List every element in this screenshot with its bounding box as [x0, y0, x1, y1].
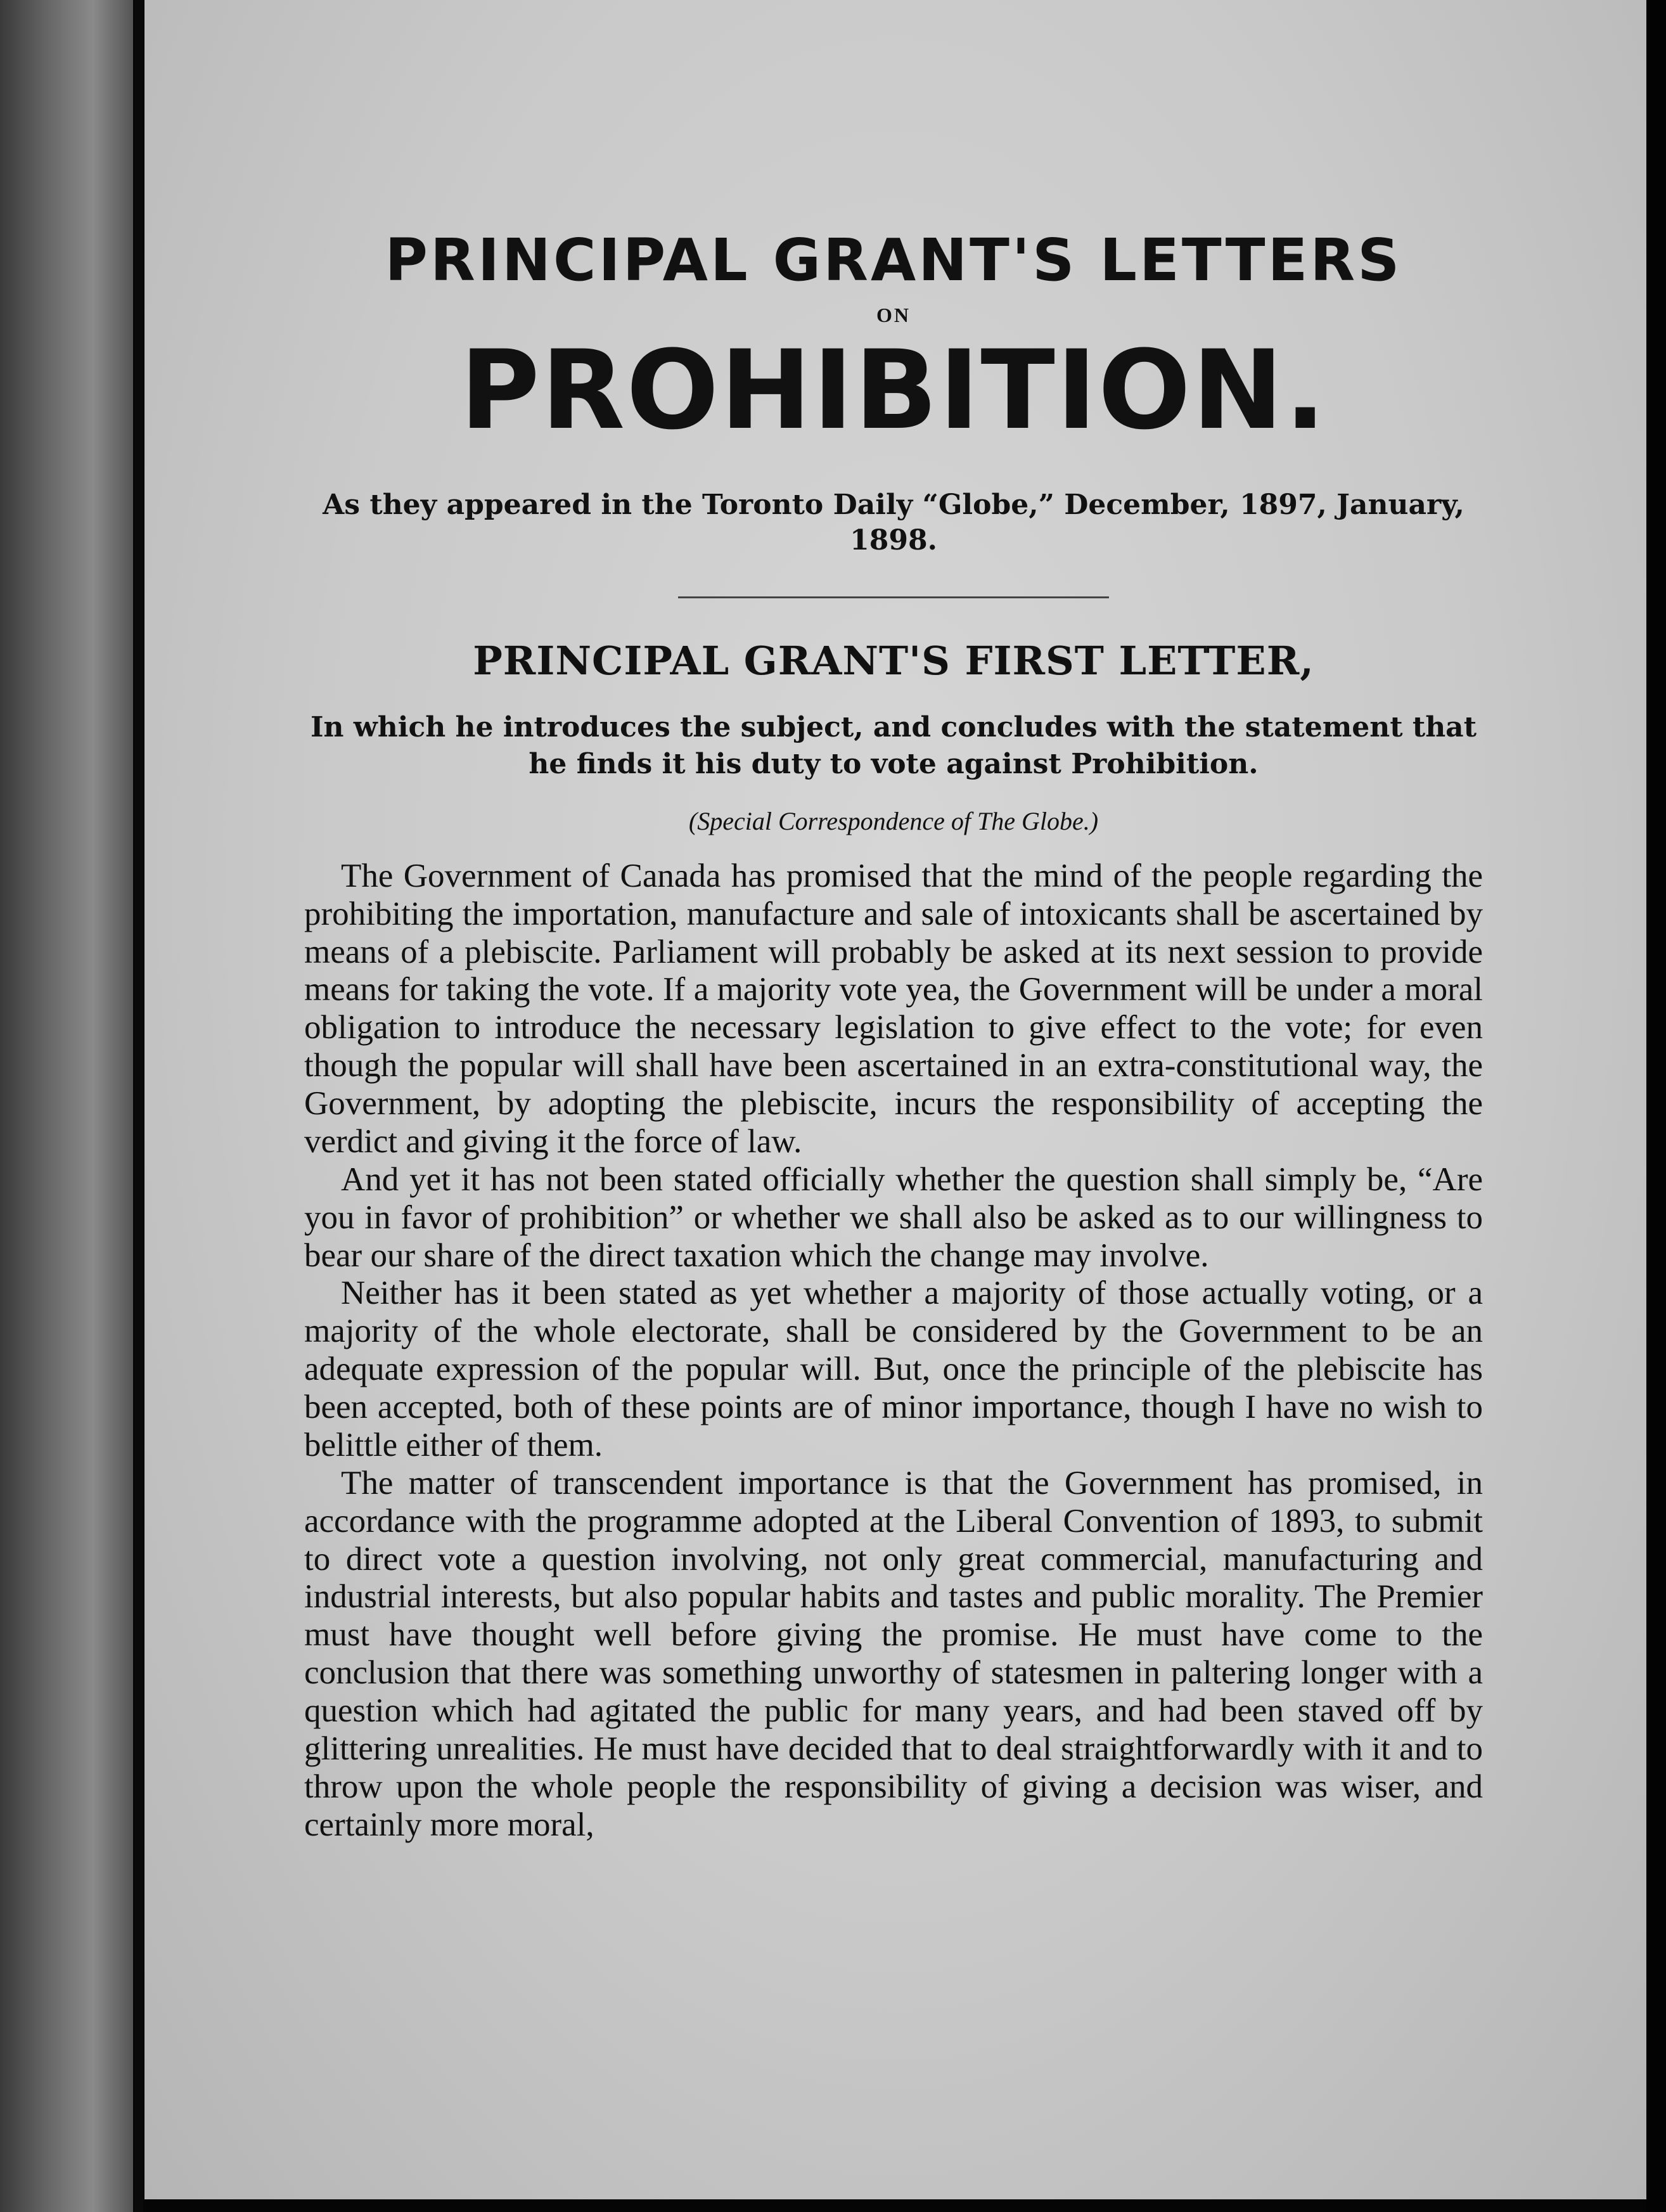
- body-paragraph: Neither has it been stated as yet whether a majority of those actually voting, or a majority of the whole electorate, shall be considered by the Government to be an adequate expression of the popular will. But, once the principle of the plebiscite has been accepted, both of these points are of minor importance, though I have no wish to belittle either of them.: [304, 1275, 1483, 1463]
- right-edge: [1646, 0, 1666, 2212]
- document-title: PRINCIPAL GRANT'S LETTERS: [385, 226, 1402, 294]
- document-text: [304, 228, 1483, 1844]
- body-paragraph: The Government of Canada has promised that the mind of the people regarding the prohibiting the importation, manufacture and sale of intoxicants shall be ascertained by means of a plebiscite. Parliament will probably be asked at its next session to provide means for taking the vote. If a majority vote yea, the Government will be under a moral obligation to introduce the necessary legislation to give effect to the vote; for even though the popular will shall have been ascertained in an extra-constitutional way, the Government, by adopting the plebiscite, incurs the responsibility of accepting the verdict and giving it the force of law.: [304, 857, 1483, 1160]
- left-margin-strip: [0, 0, 133, 2212]
- correspondence-note: (Special Correspondence of The Globe.): [688, 806, 1099, 835]
- title-connector: ON: [876, 304, 911, 327]
- binding-edge: [134, 0, 143, 2212]
- body-paragraph: The matter of transcendent importance is that the Government has promised, in accordance with the programme adopted at the Liberal Convention of 1893, to submit to direct vote a question involving, not only great commercial, manufacturing and industrial interests, but also popular habits and tastes and public morality. The Premier must have thought well before giving the promise. He must have come to the conclusion that there was something unworthy of statesmen in paltering longer with a question which had agitated the public for many years, and had been staved off by glittering unrealities. He must have decided that to deal straightforwardly with it and to throw upon the whole people the responsibility of giving a decision was wiser, and certainly more moral,: [304, 1464, 1483, 1843]
- letter-subtitle: In which he introduces the subject, and concludes with the statement that he finds it his duty to vote against Prohibition.: [310, 711, 1477, 780]
- body-paragraph: And yet it has not been stated officially whether the question shall simply be, “Are you in favor of prohibition” or whether we shall also be asked as to our willingness to bear our share of the direct taxation which the change may involve.: [304, 1161, 1483, 1274]
- divider: [678, 596, 1109, 598]
- letter-heading: PRINCIPAL GRANT'S FIRST LETTER,: [473, 638, 1314, 685]
- publication-note: As they appeared in the Toronto Daily “Globe,” December, 1897, January, 1898.: [323, 488, 1464, 557]
- main-title: PROHIBITION.: [459, 326, 1328, 454]
